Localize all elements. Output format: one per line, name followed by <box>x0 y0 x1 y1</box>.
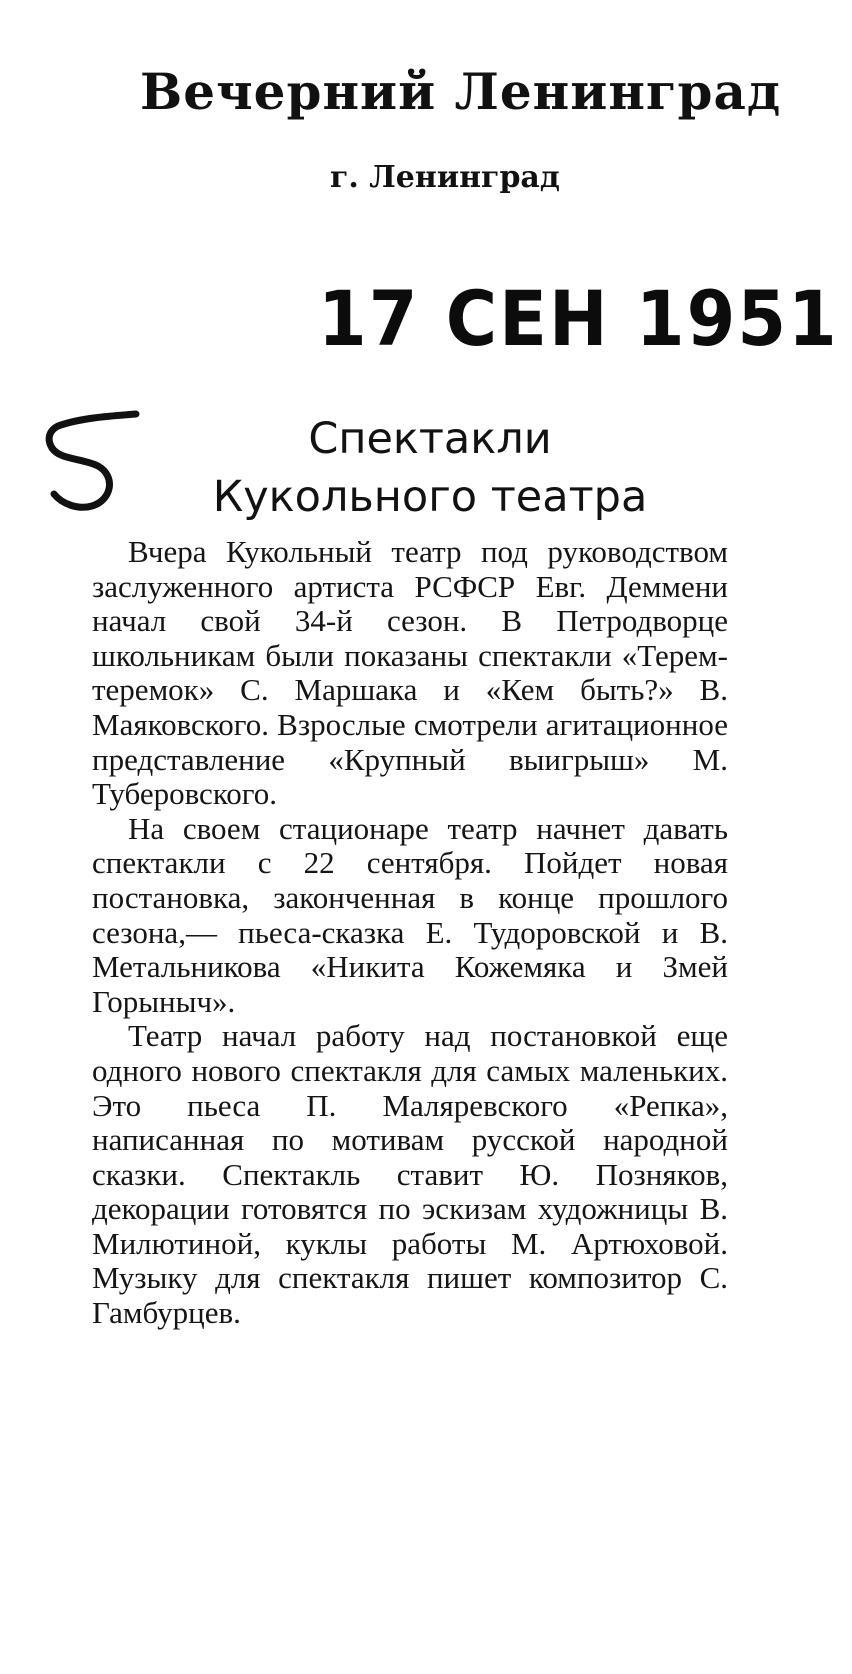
headline-line-2: Кукольного театра <box>212 472 648 522</box>
headline-line-1: Спектакли <box>308 414 552 464</box>
article-body <box>92 535 728 1331</box>
newspaper-name: Вечерний Ленинград <box>140 62 782 121</box>
article-paragraph-3: Театр начал работу над постановкой еще одного нового спектакля для самых маленьких. Это пьеса П. Маляревского «Репка», написанная по мотивам русской народной сказки. Спектакль ставит Ю. Позняков, декорации готовятся по эскизам художницы В. Милютиной, куклы работы М. Артюховой. Музыку для спектакля пишет композитор С. Гамбурцев. <box>92 1018 728 1331</box>
newspaper-city: г. Ленинград <box>330 160 560 195</box>
article-paragraph-2: На своем стационаре театр начнет давать спектакли с 22 сентября. Пойдет новая постановка, законченная в конце прошлого сезона,— пьеса-сказка Е. Тудоровской и В. Метальникова «Никита Кожемяка и Змей Горыныч». <box>92 810 728 1019</box>
article-headline <box>150 410 710 526</box>
handwritten-mark-icon <box>40 404 150 516</box>
article-paragraph-1: Вчера Кукольный театр под руководством заслуженного артиста РСФСР Евг. Деммени начал свой 34-й сезон. В Петродворце школьникам были показаны спектакли «Терем-теремок» С. Маршака и «Кем быть?» В. Маяковского. Взрослые смотрели агитационное представление «Крупный выигрыш» М. Туберовского. <box>92 534 728 812</box>
clipping-date-stamp: 17 СЕН 1951 <box>318 274 839 364</box>
